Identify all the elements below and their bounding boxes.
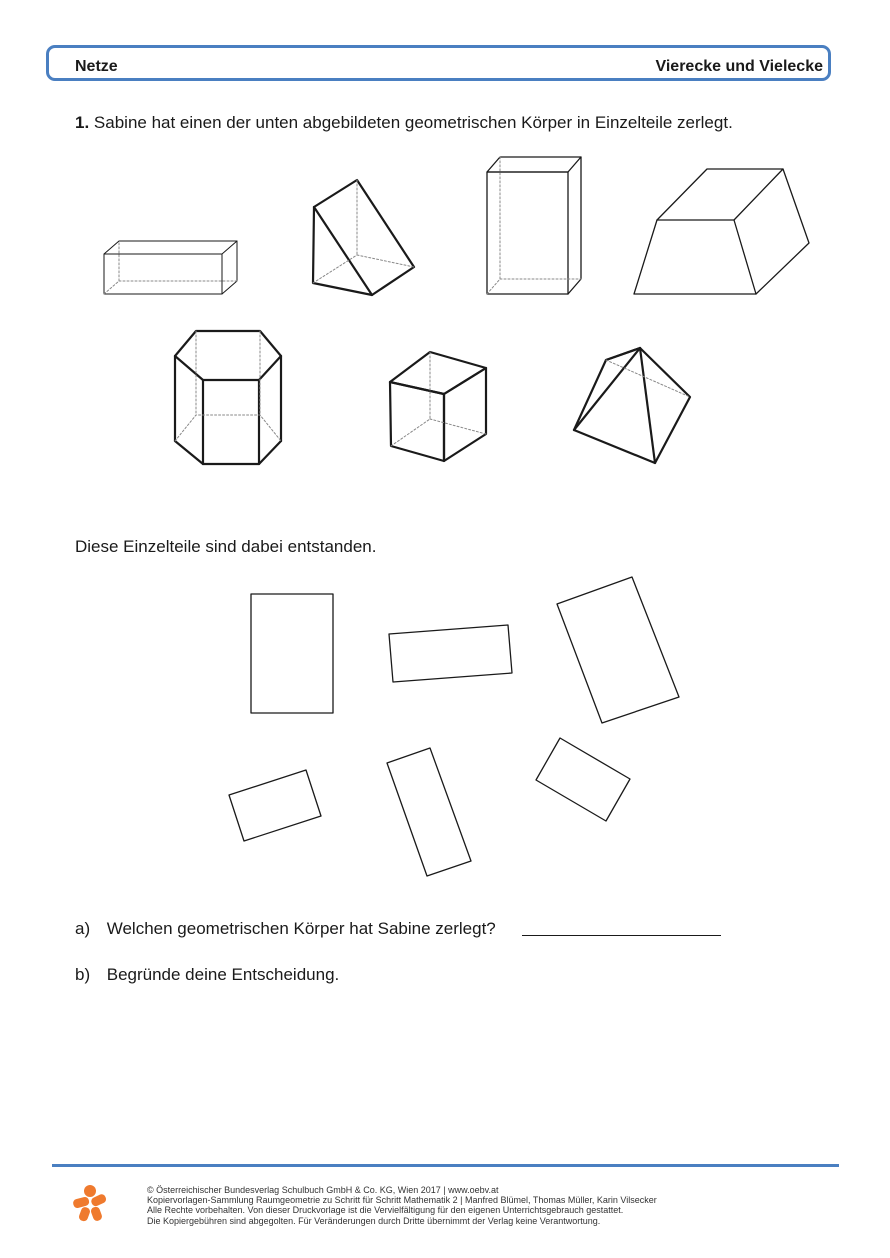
question-b-label: b) <box>75 965 91 984</box>
part-rectangle-1 <box>251 594 333 713</box>
part-rectangle-6 <box>536 738 630 821</box>
footer-line-1: © Österreichischer Bundesverlag Schulbuch GmbH & Co. KG, Wien 2017 | www.oebv.at <box>147 1185 499 1195</box>
header-right-title: Vierecke und Vielecke <box>655 58 823 75</box>
question-a-text: Welchen geometrischen Körper hat Sabine zerlegt? <box>106 919 496 938</box>
footer-line-3: Alle Rechte vorbehalten. Von dieser Druckvorlage ist die Vervielfältigung für den eigenen Unterrichtsgebrauch gestattet. <box>147 1205 624 1216</box>
footer-rule <box>52 1164 839 1167</box>
publisher-logo-icon <box>70 1183 110 1223</box>
answer-line-a[interactable] <box>522 935 721 936</box>
question-b <box>75 965 339 985</box>
question-a <box>75 919 496 939</box>
part-rectangle-5 <box>387 748 471 876</box>
solid-hexagonal-prism <box>175 331 281 464</box>
solid-trapezoidal-prism <box>634 169 809 294</box>
footer-line-4: Die Kopiergebühren sind abgegolten. Für Veränderungen durch Dritte übernimmt der Verlag keine Verantwortung. <box>147 1215 601 1226</box>
solid-square-pyramid <box>574 348 690 463</box>
header-left-title: Netze <box>75 58 118 75</box>
question-b-text: Begründe deine Entscheidung. <box>106 965 340 984</box>
parts-group <box>229 577 679 876</box>
task-text: Sabine hat einen der unten abgebildeten geometrischen Körper in Einzelteile zerlegt. <box>93 113 733 132</box>
part-rectangle-3 <box>557 577 679 723</box>
footer-line-2: Kopiervorlagen-Sammlung Raumgeometrie zu Schritt für Schritt Mathematik 2 | Manfred Blümel, Thomas Müller, Karin Vilsecker <box>147 1195 657 1206</box>
parts-intro: Diese Einzelteile sind dabei entstanden. <box>75 537 377 556</box>
task-number: 1. <box>75 113 90 132</box>
solid-tall-cuboid <box>487 157 581 294</box>
solid-rectangular-prism <box>104 241 237 294</box>
solid-cube <box>390 352 486 461</box>
part-rectangle-2 <box>389 625 512 682</box>
part-rectangle-4 <box>229 770 321 841</box>
question-a-label: a) <box>75 919 91 938</box>
footer-copyright <box>147 1185 657 1226</box>
solid-triangular-prism <box>313 180 414 295</box>
